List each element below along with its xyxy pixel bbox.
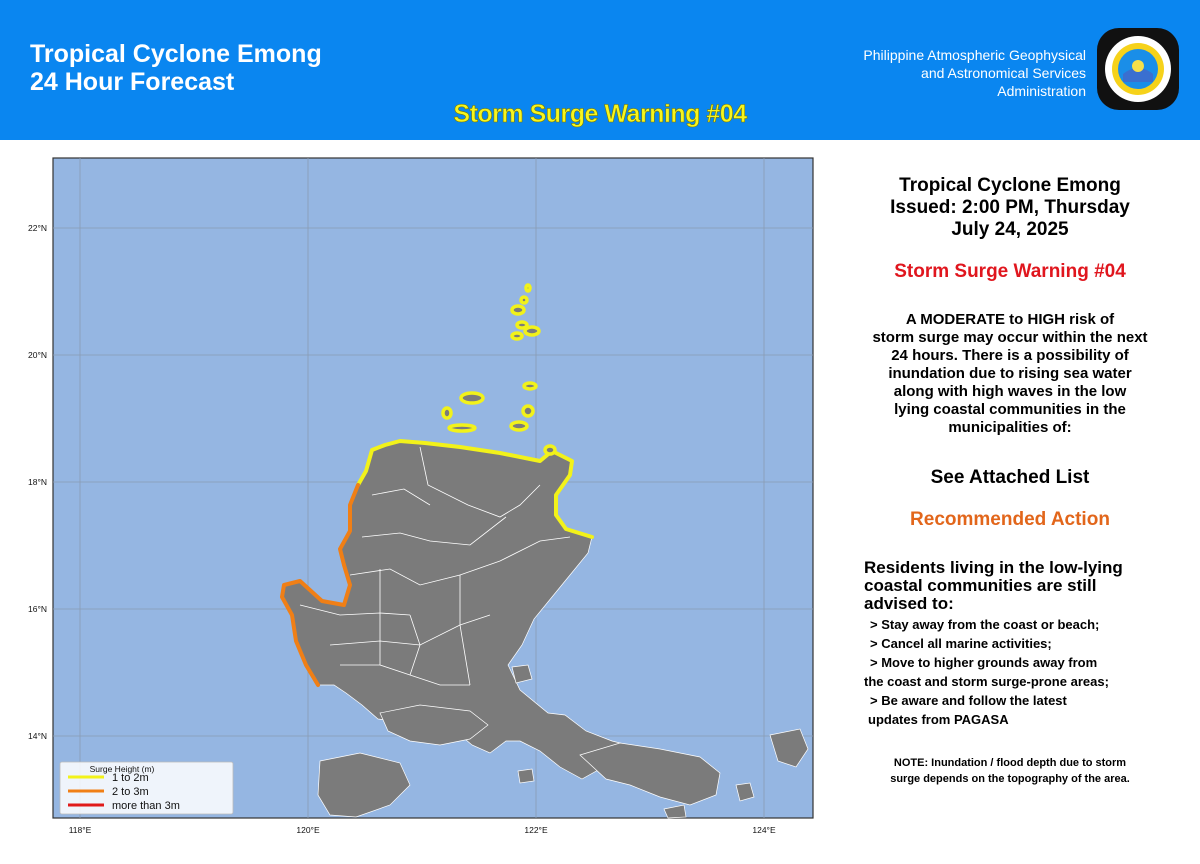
lat-label-22: 22°N — [28, 223, 47, 233]
island — [461, 393, 483, 403]
note — [840, 755, 1180, 787]
islet — [518, 769, 534, 783]
recommended-action-heading: Recommended Action — [910, 509, 1110, 530]
legend-title: Surge Height (m) — [89, 764, 155, 774]
lat-label-18: 18°N — [28, 477, 47, 487]
bulletin-issued: Issued: 2:00 PM, Thursday — [890, 197, 1130, 218]
legend-label-more-than-3m: more than 3m — [112, 800, 180, 812]
island — [449, 425, 475, 431]
action-item: > Cancel all marine activities; — [870, 636, 1052, 651]
lat-label-14: 14°N — [28, 731, 47, 741]
agency-line3: Administration — [997, 83, 1086, 99]
legend-label-1-to-2m: 1 to 2m — [112, 772, 149, 784]
risk-line: inundation due to rising sea water — [888, 365, 1132, 382]
risk-line: storm surge may occur within the next — [872, 329, 1148, 346]
agency-line2: and Astronomical Services — [921, 65, 1086, 81]
map-legend — [60, 762, 233, 814]
lon-label-124: 124°E — [752, 825, 776, 835]
lat-label-20: 20°N — [28, 350, 47, 360]
bulletin-date: July 24, 2025 — [951, 219, 1069, 240]
risk-line: lying coastal communities in the — [894, 401, 1126, 418]
lon-label-118: 118°E — [68, 825, 92, 835]
attached-list-notice: See Attached List — [930, 467, 1090, 488]
bulletin-title — [840, 175, 1180, 241]
advisory-intro — [840, 559, 1180, 613]
action-list — [840, 615, 1180, 729]
legend-label-2-to-3m: 2 to 3m — [112, 786, 149, 798]
island — [521, 297, 527, 303]
forecast-title-line1: Tropical Cyclone Emong — [30, 40, 322, 68]
island — [511, 422, 527, 430]
island — [512, 306, 524, 314]
island — [545, 446, 555, 454]
action-item: > Move to higher grounds away from — [870, 655, 1098, 670]
warning-headline-text: Storm Surge Warning #04 — [453, 100, 747, 128]
action-item: > Stay away from the coast or beach; — [870, 617, 1100, 632]
advisory-line: Residents living in the low-lying — [864, 558, 1123, 577]
agency-name — [863, 46, 1086, 100]
island — [443, 408, 451, 418]
forecast-title-line2: 24 Hour Forecast — [30, 68, 235, 96]
forecast-title — [30, 40, 322, 96]
lon-label-120: 120°E — [296, 825, 320, 835]
bulletin-panel — [840, 175, 1180, 787]
note-line2: surge depends on the topography of the area. — [890, 773, 1130, 785]
lat-label-16: 16°N — [28, 604, 47, 614]
island — [512, 333, 522, 339]
action-item: > Be aware and follow the latest — [870, 693, 1067, 708]
action-item: the coast and storm surge-prone areas; — [864, 674, 1109, 689]
risk-line: A MODERATE to HIGH risk of — [905, 311, 1115, 328]
lon-label-122: 122°E — [524, 825, 548, 835]
bulletin-warning: Storm Surge Warning #04 — [894, 261, 1126, 282]
bulletin-title-line1: Tropical Cyclone Emong — [899, 175, 1121, 196]
island — [523, 406, 533, 416]
agency-line1: Philippine Atmospheric Geophysical — [863, 47, 1086, 63]
risk-line: 24 hours. There is a possibility of — [891, 347, 1129, 364]
action-item: updates from PAGASA — [868, 712, 1009, 727]
risk-statement — [840, 311, 1180, 437]
advisory-line: coastal communities are still — [864, 576, 1097, 595]
risk-line: municipalities of: — [948, 419, 1072, 436]
storm-surge-map — [0, 145, 830, 850]
risk-line: along with high waves in the low — [893, 383, 1127, 400]
warning-headline — [0, 100, 1200, 129]
island — [525, 327, 539, 335]
island — [524, 383, 536, 389]
island — [526, 285, 530, 291]
advisory-line: advised to: — [864, 594, 954, 613]
note-line1: NOTE: Inundation / flood depth due to storm — [893, 757, 1127, 769]
